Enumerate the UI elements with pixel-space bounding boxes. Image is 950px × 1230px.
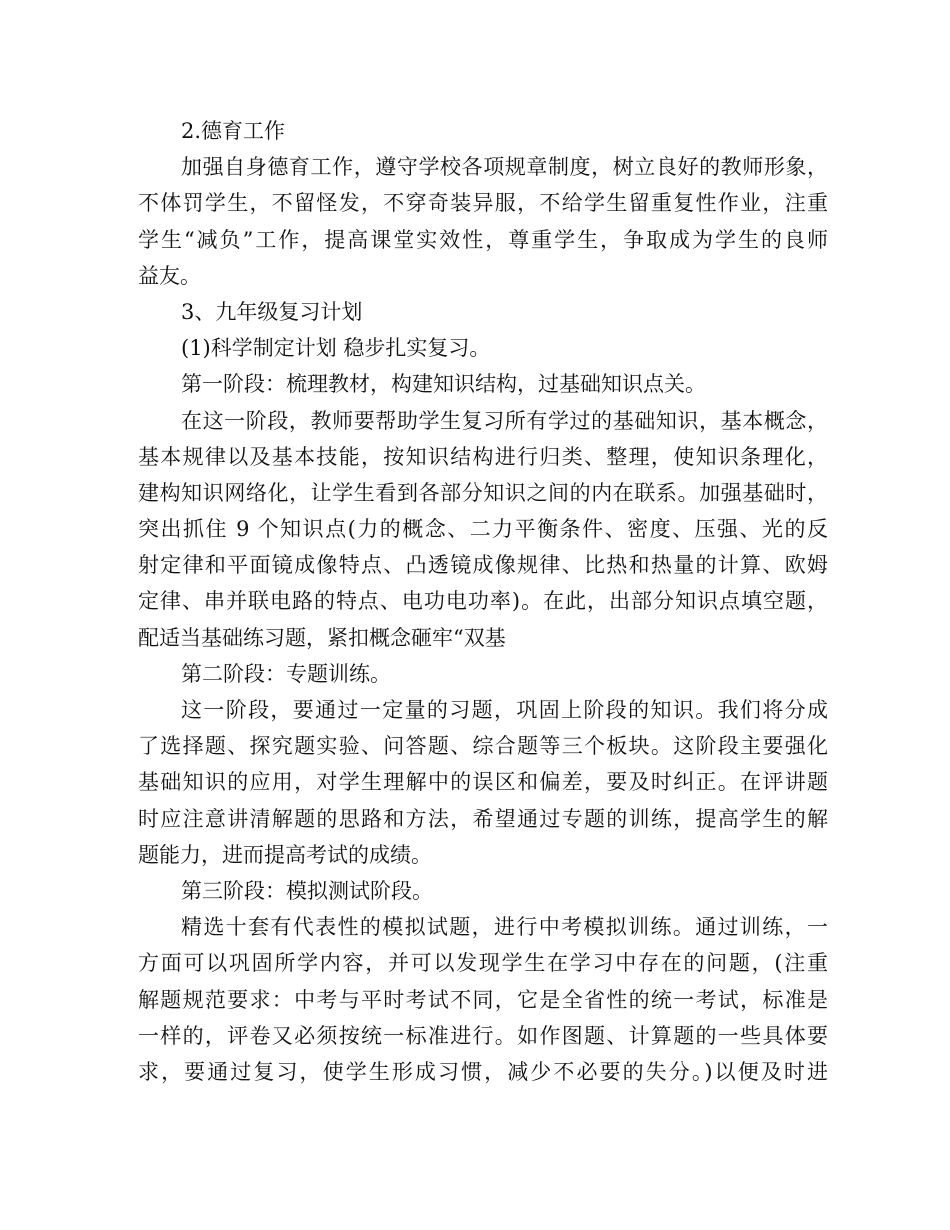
paragraph-line: 定律、串并联电路的特点、电功电功率)。在此，出部分知识点填空题， (138, 589, 828, 614)
stage-two-heading: 第二阶段：专题训练。 (181, 661, 391, 686)
paragraph-line: 题能力，进而提高考试的成绩。 (138, 842, 432, 867)
paragraph-line: 射定律和平面镜成像特点、凸透镜成像规律、比热和热量的计算、欧姆 (138, 553, 828, 578)
paragraph-line: 了选择题、探究题实验、问答题、综合题等三个板块。这阶段主要强化 (138, 734, 828, 759)
paragraph-line: 精选十套有代表性的模拟试题，进行中考模拟训练。通过训练，一 (181, 915, 828, 940)
paragraph-line: 建构知识网络化，让学生看到各部分知识之间的内在联系。加强基础时， (138, 480, 828, 505)
paragraph-line: 突出抓住 9 个知识点(力的概念、二力平衡条件、密度、压强、光的反 (138, 517, 828, 542)
paragraph-line: 基本规律以及基本技能，按知识结构进行归类、整理，使知识条理化， (138, 444, 828, 469)
paragraph-line: 解题规范要求：中考与平时考试不同，它是全省性的统一考试，标准是 (138, 987, 828, 1012)
paragraph-line: 方面可以巩固所学内容，并可以发现学生在学习中存在的问题，(注重 (138, 951, 828, 976)
paragraph-line: 求，要通过复习，使学生形成习惯，减少不必要的失分。)以便及时进 (138, 1059, 828, 1084)
paragraph-line: 时应注意讲清解题的思路和方法，希望通过专题的训练，提高学生的解 (138, 806, 828, 831)
stage-one-heading: 第一阶段：梳理教材，构建知识结构，过基础知识点关。 (181, 372, 706, 397)
paragraph-line: 不体罚学生，不留怪发，不穿奇装异服，不给学生留重复性作业，注重 (138, 191, 828, 216)
document-body (138, 113, 828, 1090)
paragraph-line: 这一阶段，要通过一定量的习题，巩固上阶段的知识。我们将分成 (181, 698, 828, 722)
subheading-plan: (1)科学制定计划 稳步扎实复习。 (181, 336, 491, 361)
paragraph-line: 基础知识的应用，对学生理解中的误区和偏差，要及时纠正。在评讲题 (138, 770, 828, 795)
paragraph-line: 一样的，评卷又必须按统一标准进行。如作图题、计算题的一些具体要 (138, 1023, 828, 1048)
section-heading-moral-education: 2.德育工作 (181, 119, 286, 143)
section-heading-review-plan: 3、九年级复习计划 (181, 299, 363, 324)
paragraph-line: 学生“减负”工作，提高课堂实效性，尊重学生，争取成为学生的良师 (138, 227, 828, 252)
paragraph-line: 益友。 (138, 263, 201, 288)
paragraph-line: 配适当基础练习题，紧扣概念砸牢“双基 (138, 625, 506, 650)
paragraph-line: 在这一阶段，教师要帮助学生复习所有学过的基础知识，基本概念， (181, 408, 828, 433)
stage-three-heading: 第三阶段：模拟测试阶段。 (181, 878, 433, 903)
paragraph-line: 加强自身德育工作，遵守学校各项规章制度，树立良好的教师形象， (181, 155, 828, 180)
